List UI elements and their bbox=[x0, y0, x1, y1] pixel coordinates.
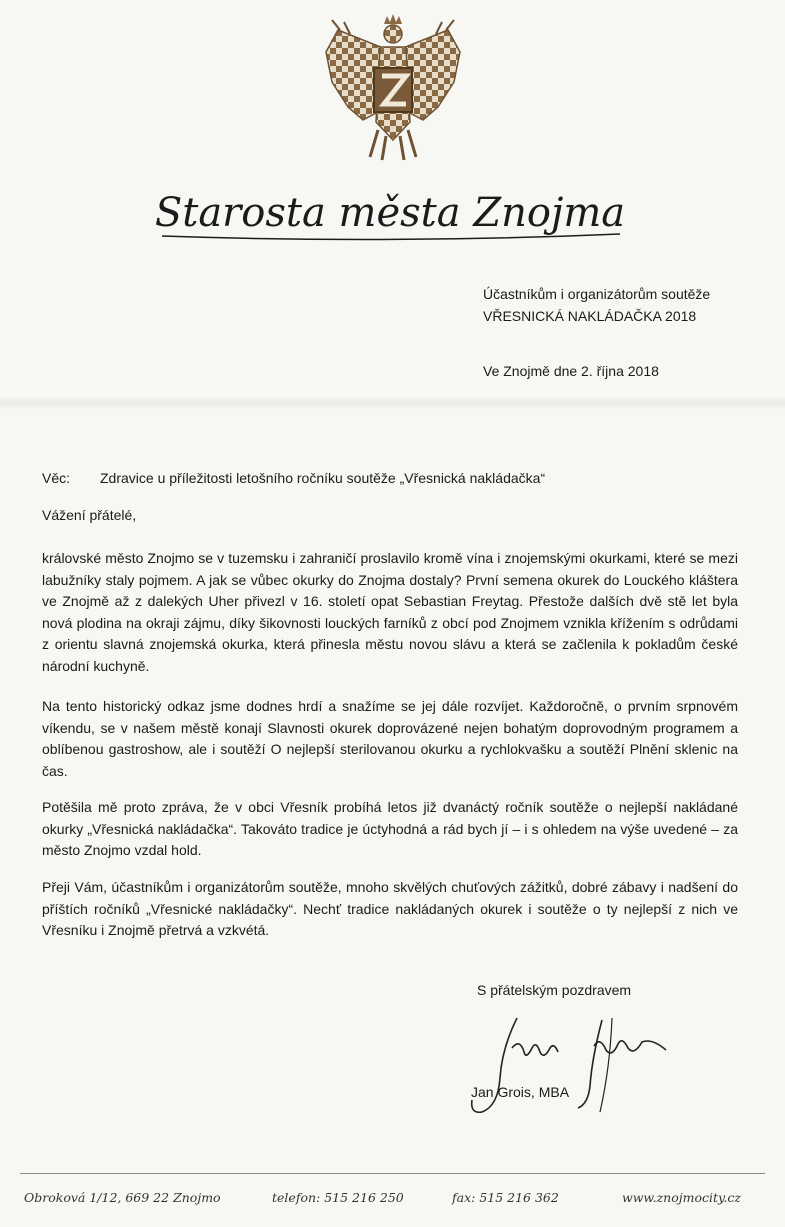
footer-fax: fax: 515 216 362 bbox=[452, 1190, 559, 1205]
handwritten-signature bbox=[462, 1008, 672, 1118]
body-paragraph: Potěšila mě proto zpráva, že v obci Vřesník probíhá letos již dvanáctý ročník soutěže o nejlepší nakládané okurky „Vřesnická nakládačka“. Takováto tradice je úctyhodná a rád bych jí – i s ohledem na výše uvedené – za město Znojmo vzdal hold. bbox=[42, 799, 738, 858]
footer-website: www.znojmocity.cz bbox=[622, 1190, 741, 1205]
znojmo-crest-logo bbox=[318, 12, 468, 162]
subject-label: Věc: bbox=[42, 470, 71, 486]
addressee-event: VŘESNICKÁ NAKLÁDAČKA 2018 bbox=[483, 308, 697, 324]
letter-date: Ve Znojmě dne 2. října 2018 bbox=[483, 363, 659, 379]
addressee-block bbox=[483, 283, 710, 327]
svg-text:Starosta města Znojma: Starosta města Znojma bbox=[154, 190, 626, 236]
addressee-line: Účastníkům i organizátorům soutěže bbox=[483, 286, 711, 302]
body-paragraph: Přeji Vám, účastníkům i organizátorům soutěže, mnoho skvělých chuťových zážitků, dobré zábavy i nadšení do příštích ročníků „Vřesnické nakládačky“. Nechť tradice nakládaných okurek i soutěže o ty nejlepší z nich ve Vřesníku i Znojmě přetrvá a vzkvétá. bbox=[42, 879, 738, 938]
salutation: Vážení přátelé, bbox=[42, 507, 137, 523]
footer-divider bbox=[20, 1173, 765, 1174]
footer-phone: telefon: 515 216 250 bbox=[272, 1190, 404, 1205]
signer-name: Jan Grois, MBA bbox=[471, 1084, 570, 1100]
subject-text: Zdravice u příležitosti letošního ročníku soutěže „Vřesnická nakládačka“ bbox=[100, 470, 546, 486]
footer-address: Obroková 1/12, 669 22 Znojmo bbox=[24, 1190, 221, 1205]
body-paragraph: Na tento historický odkaz jsme dodnes hrdí a snažíme se jej dále rozvíjet. Každoročně, o prvním srpnovém víkendu, se v našem městě konají Slavnosti okurek doprovázené nejen bohatým doprovodným programem a oblíbenou gastroshow, ale i soutěží O nejlepší sterilovanou okurku a rychlokvašku a soutěží Plnění sklenic na čas. bbox=[42, 698, 738, 779]
body-paragraph: královské město Znojmo se v tuzemsku i zahraničí proslavilo kromě vína i znojemskými okurkami, které se mezi labužníky staly pojmem. A jak se vůbec okurky do Znojma dostaly? První semena okurek do Louckého kláštera ve Znojmě až z dalekých Uher přivezl v 16. století opat Sebastian Freytag. Přestože dalších dvě stě let byla nová plodina na okraji zájmu, díky šikovnosti louckých farníků z obcí pod Znojmem vznikla křížením s odrůdami z orientu slavná znojemská okurka, která přinesla městu novou slávu a která se začlenila k pokladům české národní kuchyně. bbox=[42, 550, 738, 674]
paper-fold bbox=[0, 396, 785, 410]
closing-phrase: S přátelským pozdravem bbox=[477, 982, 632, 998]
office-title bbox=[150, 178, 630, 248]
subject-line bbox=[42, 470, 545, 486]
